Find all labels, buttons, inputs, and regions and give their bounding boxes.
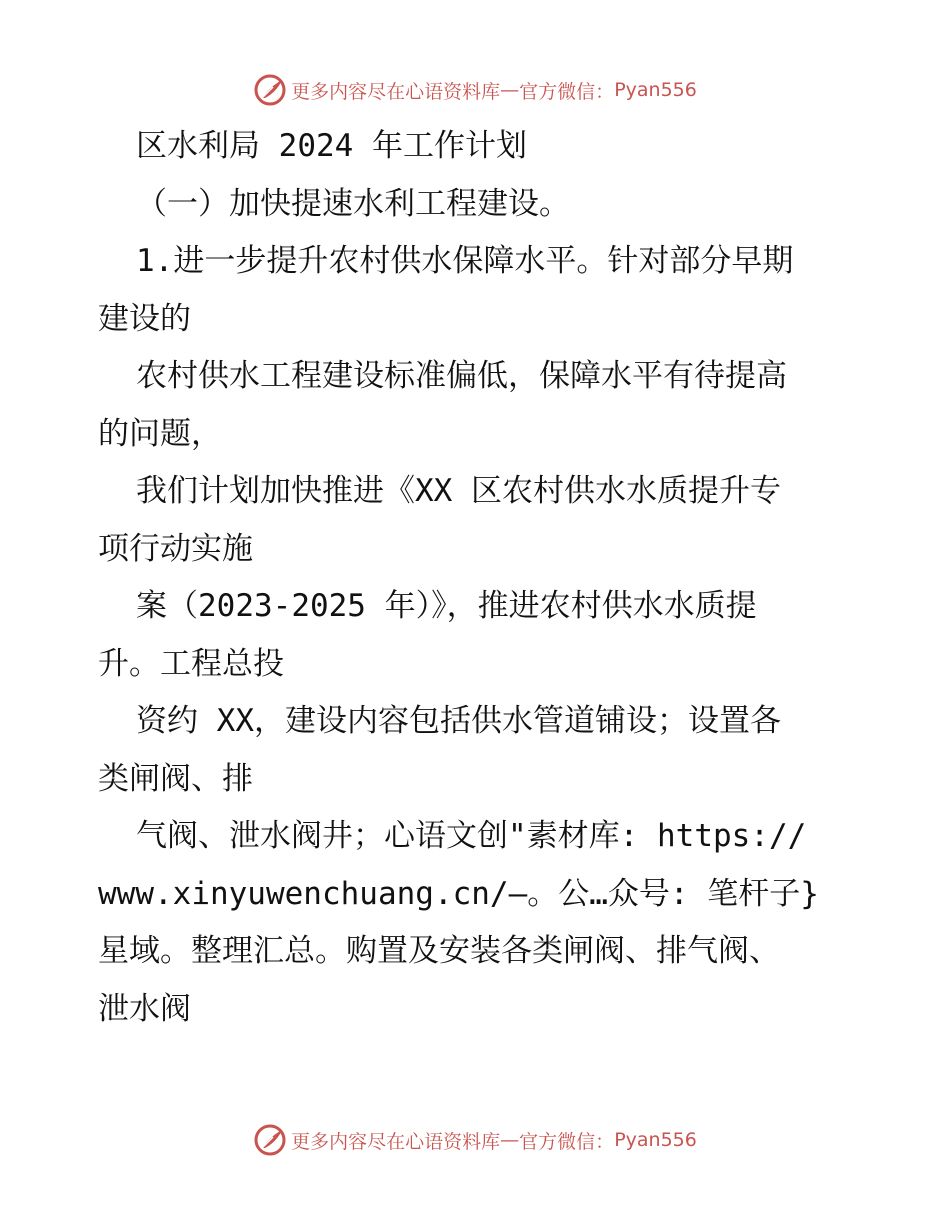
watermark-brand-text: 更多内容尽在心语资料库 — [291, 80, 501, 103]
paragraph-line: 资约 XX，建设内容包括供水管道铺设；设置各 — [136, 703, 781, 739]
watermark-banner-bottom — [0, 1120, 950, 1160]
watermark-banner-top — [0, 70, 950, 110]
paragraph-line: 建设的 — [98, 300, 191, 337]
paragraph-line: 项行动实施 — [98, 530, 253, 567]
watermark-wechat-id: Pyan556 — [614, 79, 697, 101]
watermark-brand-text: 更多内容尽在心语资料库 — [291, 1130, 501, 1153]
feather-pen-logo-icon — [253, 73, 287, 107]
paragraph-line: 的问题， — [98, 415, 222, 452]
paragraph-line: www.xinyuwenchuang.cn/—。公…众号: 笔杆子} — [98, 875, 819, 912]
paragraph-line: 星域。整理汇总。购置及安装各类闸阀、排气阀、 — [98, 933, 780, 969]
paragraph-line: 升。工程总投 — [98, 645, 284, 682]
paragraph-line: 农村供水工程建设标准偏低，保障水平有待提高 — [136, 358, 787, 394]
watermark-wechat-label: 官方微信： — [519, 1130, 615, 1153]
paragraph-line: 我们计划加快推进《XX 区农村供水水质提升专 — [136, 473, 781, 509]
document-title: 区水利局 2024 年工作计划 — [136, 128, 527, 164]
paragraph-line: 类闸阀、排 — [98, 760, 253, 797]
watermark-separator: — — [500, 1129, 520, 1151]
document-body — [98, 118, 858, 1038]
section-heading: （一）加快提速水利工程建设。 — [136, 185, 570, 222]
paragraph-line: 案（2023-2025 年）》，推进农村供水水质提 — [136, 588, 757, 624]
watermark-wechat-label: 官方微信： — [519, 80, 615, 103]
paragraph-line: 气阀、泄水阀井；心语文创"素材库: https:// — [136, 818, 807, 854]
watermark-separator: — — [500, 79, 520, 101]
paragraph-line: 泄水阀 — [98, 990, 191, 1027]
feather-pen-logo-icon — [253, 1123, 287, 1157]
watermark-wechat-id: Pyan556 — [614, 1129, 697, 1151]
paragraph-line: 1.进一步提升农村供水保障水平。针对部分早期 — [136, 243, 794, 279]
